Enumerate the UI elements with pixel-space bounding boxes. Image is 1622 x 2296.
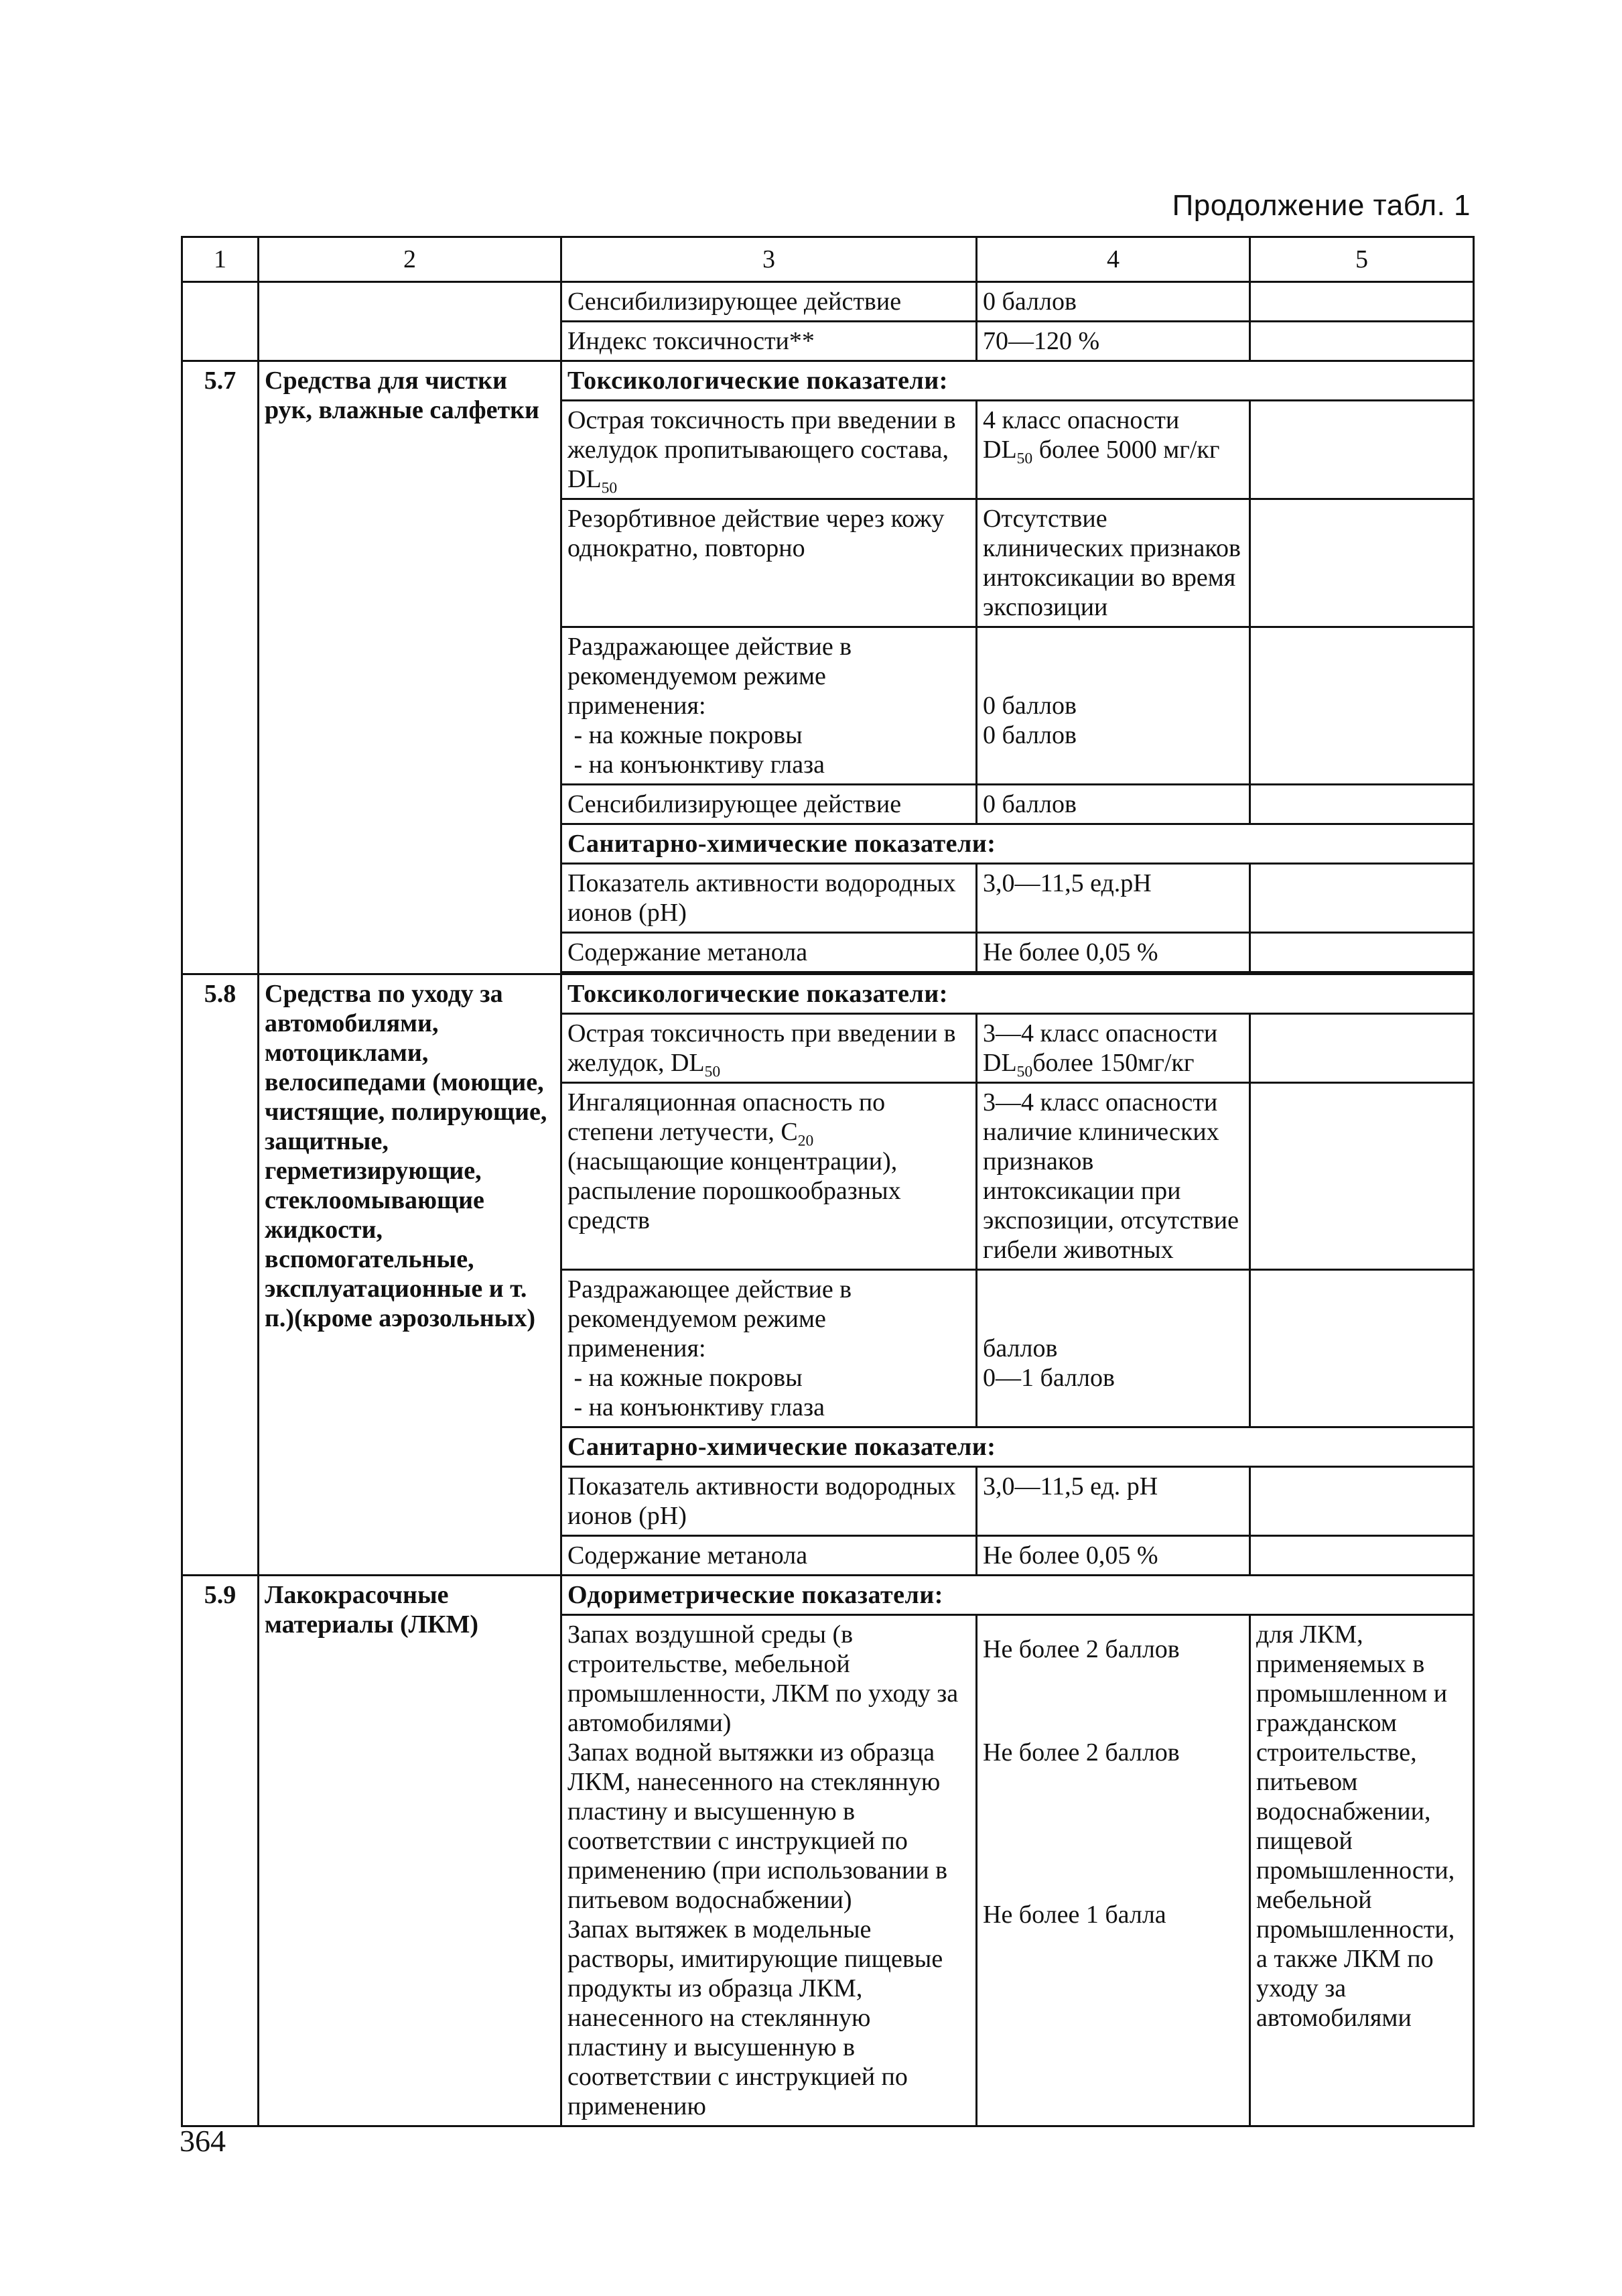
indicator-cell: Показатель активности водородных ионов (pH) bbox=[561, 1467, 977, 1536]
column-header-3: 3 bbox=[561, 237, 977, 282]
indicator-text: (насыщающие концентрации), распыление порошкообразных средств bbox=[567, 1147, 901, 1234]
value-cell bbox=[977, 1270, 1250, 1427]
value-cell: 70—120 % bbox=[977, 322, 1250, 361]
subscript: 20 bbox=[797, 1132, 814, 1150]
value-text: 0—1 баллов bbox=[983, 1364, 1115, 1392]
column-header-4: 4 bbox=[977, 237, 1250, 282]
value-text: 0 баллов bbox=[983, 692, 1077, 720]
indicator-cell bbox=[561, 1615, 977, 2126]
indicator-text: Острая токсичность при введении в желудок, DL bbox=[567, 1019, 956, 1077]
value-cell bbox=[977, 401, 1250, 499]
note-cell bbox=[1250, 627, 1474, 785]
value-text: DL bbox=[983, 436, 1017, 464]
section-row-5-8 bbox=[182, 974, 1474, 1014]
column-number-row bbox=[182, 237, 1474, 282]
subscript: 50 bbox=[1016, 450, 1033, 468]
value-text: Не более 1 балла bbox=[983, 1901, 1166, 1929]
note-cell: для ЛКМ, применяемых в промышленном и гражданском строительстве, питьевом водоснабжении, пищевой промышленности, мебельной промышленности, а также ЛКМ по уходу за автомобилями bbox=[1250, 1615, 1474, 2126]
section-heading: Санитарно-химические показатели: bbox=[561, 1427, 1474, 1467]
value-text: более 150мг/кг bbox=[1032, 1049, 1195, 1077]
value-cell: 3,0—11,5 ед. pH bbox=[977, 1467, 1250, 1536]
value-text: 3—4 класс опасности bbox=[983, 1019, 1218, 1047]
indicator-cell: Индекс токсичности** bbox=[561, 322, 977, 361]
note-cell bbox=[1250, 1536, 1474, 1576]
value-cell: 0 баллов bbox=[977, 785, 1250, 824]
item-name: Лакокрасочные материалы (ЛКМ) bbox=[259, 1576, 561, 2126]
indicator-text: Запах воздушной среды (в строительстве, мебельной промышленности, ЛКМ по уходу за автомобилями) bbox=[567, 1620, 959, 1737]
indicator-text: - на конъюнктиву глаза bbox=[567, 751, 825, 779]
indicator-cell: Содержание метанола bbox=[561, 933, 977, 972]
indicator-text: Острая токсичность при введении в желудок пропитывающего состава, DL bbox=[567, 406, 956, 493]
note-cell bbox=[1250, 1467, 1474, 1536]
value-text: 0 баллов bbox=[983, 721, 1077, 749]
item-name: Средства для чистки рук, влажные салфетки bbox=[259, 361, 561, 974]
item-number: 5.8 bbox=[182, 974, 259, 1576]
subscript: 50 bbox=[704, 1063, 721, 1081]
empty-cell bbox=[259, 282, 561, 361]
section-heading: Токсикологические показатели: bbox=[561, 974, 1474, 1014]
value-text: 4 класс опасности bbox=[983, 406, 1180, 434]
item-name: Средства по уходу за автомобилями, мотоциклами, велосипедами (моющие, чистящие, полирующие, защитные, герметизирующие, стеклоомывающие жидкости, вспомогательные, эксплуатационные и т. п.)(кроме аэрозольных) bbox=[259, 974, 561, 1576]
value-text: более 5000 мг/кг bbox=[1032, 436, 1220, 464]
section-heading: Токсикологические показатели: bbox=[561, 361, 1474, 401]
value-cell: 3,0—11,5 ед.pH bbox=[977, 864, 1250, 933]
indicator-text: - на конъюнктиву глаза bbox=[567, 1393, 825, 1421]
section-heading: Санитарно-химические показатели: bbox=[561, 824, 1474, 864]
note-cell bbox=[1250, 322, 1474, 361]
value-cell: 0 баллов bbox=[977, 282, 1250, 322]
note-cell bbox=[1250, 933, 1474, 972]
indicator-text: Раздражающее действие в рекомендуемом режиме применения: bbox=[567, 633, 852, 720]
note-cell bbox=[1250, 1014, 1474, 1083]
value-cell: Не более 0,05 % bbox=[977, 1536, 1250, 1576]
column-header-5: 5 bbox=[1250, 237, 1474, 282]
item-number: 5.9 bbox=[182, 1576, 259, 2126]
section-row-5-9 bbox=[182, 1576, 1474, 1615]
value-cell bbox=[977, 1014, 1250, 1083]
indicator-cell bbox=[561, 1083, 977, 1270]
value-cell: Не более 0,05 % bbox=[977, 933, 1250, 972]
note-cell bbox=[1250, 282, 1474, 322]
column-header-1: 1 bbox=[182, 237, 259, 282]
indicator-cell: Показатель активности водородных ионов (pH) bbox=[561, 864, 977, 933]
note-cell bbox=[1250, 785, 1474, 824]
indicator-text: Запах вытяжек в модельные растворы, имитирующие пищевые продукты из образца ЛКМ, нанесенного на стеклянную пластину и высушенную в соответствии с инструкцией по применению bbox=[567, 1915, 943, 2120]
value-cell: Отсутствие клинических признаков интоксикации во время экспозиции bbox=[977, 499, 1250, 627]
note-cell bbox=[1250, 1270, 1474, 1427]
value-text: Не более 2 баллов bbox=[983, 1738, 1180, 1767]
note-cell bbox=[1250, 401, 1474, 499]
indicator-cell: Содержание метанола bbox=[561, 1536, 977, 1576]
value-text: баллов bbox=[983, 1334, 1058, 1362]
value-cell: 3—4 класс опасности наличие клинических признаков интоксикации при экспозиции, отсутствие гибели животных bbox=[977, 1083, 1250, 1270]
value-cell bbox=[977, 627, 1250, 785]
hygiene-requirements-table bbox=[181, 236, 1475, 2127]
indicator-cell bbox=[561, 1270, 977, 1427]
section-heading: Одориметрические показатели: bbox=[561, 1576, 1474, 1615]
indicator-cell bbox=[561, 401, 977, 499]
section-row-5-7 bbox=[182, 361, 1474, 401]
note-cell bbox=[1250, 499, 1474, 627]
indicator-text: Ингаляционная опасность по степени летучести, C bbox=[567, 1088, 886, 1146]
subscript: 50 bbox=[1016, 1063, 1033, 1081]
value-text: DL bbox=[983, 1049, 1017, 1077]
value-cell bbox=[977, 1615, 1250, 2126]
indicator-text: Запах водной вытяжки из образца ЛКМ, нанесенного на стеклянную пластину и высушенную в соответствии с инструкцией по применению (при использовании в питьевом водоснабжении) bbox=[567, 1738, 948, 1914]
indicator-cell: Сенсибилизирующее действие bbox=[561, 282, 977, 322]
indicator-cell bbox=[561, 627, 977, 785]
subscript: 50 bbox=[601, 479, 618, 497]
table-continuation-caption: Продолжение табл. 1 bbox=[1172, 189, 1471, 222]
indicator-cell: Сенсибилизирующее действие bbox=[561, 785, 977, 824]
indicator-cell: Резорбтивное действие через кожу однократно, повторно bbox=[561, 499, 977, 627]
indicator-cell bbox=[561, 1014, 977, 1083]
note-cell bbox=[1250, 1083, 1474, 1270]
indicator-text: Раздражающее действие в рекомендуемом режиме применения: bbox=[567, 1275, 852, 1362]
value-text: Не более 2 баллов bbox=[983, 1635, 1180, 1663]
item-number: 5.7 bbox=[182, 361, 259, 974]
empty-cell bbox=[182, 282, 259, 361]
table-row bbox=[182, 282, 1474, 322]
page-number: 364 bbox=[180, 2124, 226, 2158]
indicator-text: - на кожные покровы bbox=[567, 1364, 803, 1392]
note-cell bbox=[1250, 864, 1474, 933]
column-header-2: 2 bbox=[259, 237, 561, 282]
indicator-text: - на кожные покровы bbox=[567, 721, 803, 749]
